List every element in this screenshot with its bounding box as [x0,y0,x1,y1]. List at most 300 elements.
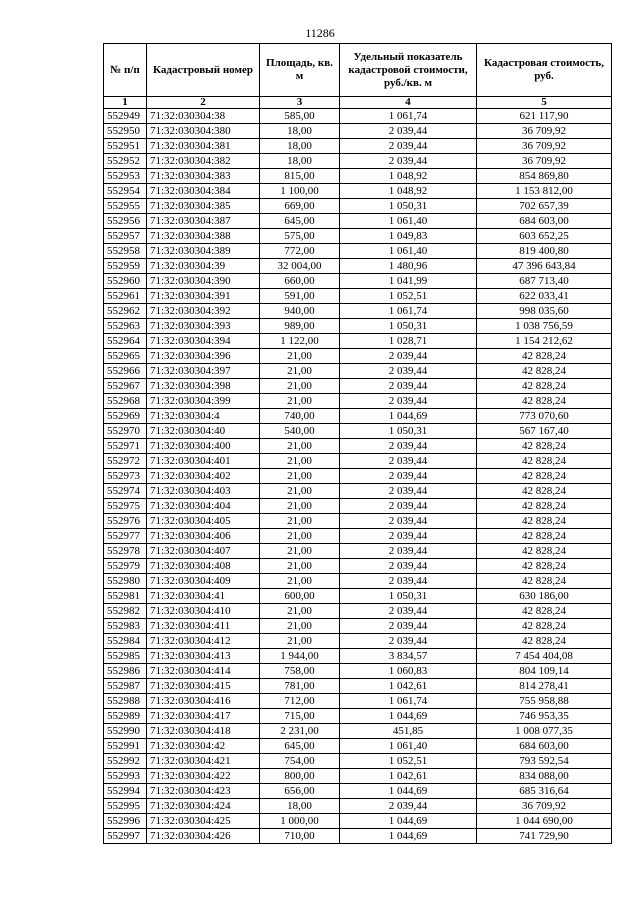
table-row [104,439,612,454]
table-row [104,364,612,379]
row-number-cell: 552975 [104,499,147,514]
specific-value-cell: 2 039,44 [340,139,477,154]
table-row [104,199,612,214]
area-cell: 600,00 [260,589,340,604]
row-number-cell: 552976 [104,514,147,529]
cadastral-value-cell: 998 035,60 [477,304,612,319]
cadastral-value-cell: 684 603,00 [477,739,612,754]
row-number-cell: 552988 [104,694,147,709]
cadastral-number-cell: 71:32:030304:388 [147,229,260,244]
row-number-cell: 552992 [104,754,147,769]
specific-value-cell: 1 041,99 [340,274,477,289]
area-cell: 21,00 [260,439,340,454]
cadastral-number-cell: 71:32:030304:417 [147,709,260,724]
column-number: 2 [147,97,260,109]
cadastral-value-cell: 42 828,24 [477,544,612,559]
specific-value-cell: 451,85 [340,724,477,739]
cadastral-value-cell: 42 828,24 [477,559,612,574]
cadastral-value-cell: 42 828,24 [477,364,612,379]
table-row [104,394,612,409]
area-cell: 754,00 [260,754,340,769]
column-number: 4 [340,97,477,109]
cadastral-value-cell: 42 828,24 [477,484,612,499]
area-cell: 32 004,00 [260,259,340,274]
area-cell: 715,00 [260,709,340,724]
cadastral-number-cell: 71:32:030304:404 [147,499,260,514]
cadastral-number-cell: 71:32:030304:409 [147,574,260,589]
table-row [104,664,612,679]
header-area: Площадь, кв. м [260,44,340,97]
row-number-cell: 552985 [104,649,147,664]
cadastral-value-cell: 567 167,40 [477,424,612,439]
specific-value-cell: 2 039,44 [340,379,477,394]
specific-value-cell: 1 060,83 [340,664,477,679]
table-row [104,109,612,124]
specific-value-cell: 1 044,69 [340,409,477,424]
table-row [104,484,612,499]
area-cell: 1 944,00 [260,649,340,664]
cadastral-value-cell: 42 828,24 [477,514,612,529]
row-number-cell: 552987 [104,679,147,694]
cadastral-number-cell: 71:32:030304:390 [147,274,260,289]
cadastral-value-cell: 47 396 643,84 [477,259,612,274]
row-number-cell: 552954 [104,184,147,199]
table-row [104,574,612,589]
area-cell: 781,00 [260,679,340,694]
cadastral-number-cell: 71:32:030304:405 [147,514,260,529]
area-cell: 21,00 [260,469,340,484]
cadastral-number-cell: 71:32:030304:385 [147,199,260,214]
table-row [104,604,612,619]
area-cell: 21,00 [260,514,340,529]
table-row [104,559,612,574]
row-number-cell: 552967 [104,379,147,394]
table-row [104,814,612,829]
area-cell: 21,00 [260,619,340,634]
cadastral-value-cell: 42 828,24 [477,469,612,484]
row-number-cell: 552950 [104,124,147,139]
row-number-cell: 552983 [104,619,147,634]
row-number-cell: 552953 [104,169,147,184]
cadastral-value-cell: 42 828,24 [477,439,612,454]
header-cadastral-number: Кадастровый номер [147,44,260,97]
cadastral-value-cell: 1 154 212,62 [477,334,612,349]
table-row [104,124,612,139]
area-cell: 21,00 [260,634,340,649]
row-number-cell: 552984 [104,634,147,649]
area-cell: 1 100,00 [260,184,340,199]
table-row [104,739,612,754]
row-number-cell: 552991 [104,739,147,754]
area-cell: 21,00 [260,559,340,574]
specific-value-cell: 2 039,44 [340,454,477,469]
area-cell: 815,00 [260,169,340,184]
cadastral-value-cell: 42 828,24 [477,349,612,364]
specific-value-cell: 1 050,31 [340,319,477,334]
specific-value-cell: 2 039,44 [340,349,477,364]
row-number-cell: 552965 [104,349,147,364]
row-number-cell: 552973 [104,469,147,484]
cadastral-value-cell: 755 958,88 [477,694,612,709]
cadastral-number-cell: 71:32:030304:393 [147,319,260,334]
area-cell: 740,00 [260,409,340,424]
specific-value-cell: 1 052,51 [340,289,477,304]
cadastral-number-cell: 71:32:030304:422 [147,769,260,784]
table-row [104,334,612,349]
cadastral-number-cell: 71:32:030304:425 [147,814,260,829]
table-row [104,154,612,169]
specific-value-cell: 1 480,96 [340,259,477,274]
row-number-cell: 552995 [104,799,147,814]
table-row [104,619,612,634]
table-row [104,589,612,604]
area-cell: 800,00 [260,769,340,784]
table-row [104,799,612,814]
cadastral-number-cell: 71:32:030304:414 [147,664,260,679]
cadastral-number-cell: 71:32:030304:380 [147,124,260,139]
cadastral-number-cell: 71:32:030304:391 [147,289,260,304]
header-cadastral-value: Кадастровая стоимость, руб. [477,44,612,97]
cadastral-value-cell: 746 953,35 [477,709,612,724]
area-cell: 989,00 [260,319,340,334]
cadastral-number-cell: 71:32:030304:4 [147,409,260,424]
specific-value-cell: 1 050,31 [340,199,477,214]
specific-value-cell: 2 039,44 [340,484,477,499]
table-row [104,529,612,544]
header-row-number: № п/п [104,44,147,97]
table-row [104,769,612,784]
specific-value-cell: 1 061,40 [340,214,477,229]
row-number-cell: 552957 [104,229,147,244]
specific-value-cell: 1 044,69 [340,814,477,829]
cadastral-number-cell: 71:32:030304:398 [147,379,260,394]
table-row [104,214,612,229]
column-number-row [104,97,612,109]
table-row [104,289,612,304]
specific-value-cell: 1 050,31 [340,424,477,439]
area-cell: 772,00 [260,244,340,259]
cadastral-value-cell: 773 070,60 [477,409,612,424]
cadastral-number-cell: 71:32:030304:40 [147,424,260,439]
specific-value-cell: 1 044,69 [340,784,477,799]
row-number-cell: 552989 [104,709,147,724]
cadastral-number-cell: 71:32:030304:397 [147,364,260,379]
table-row [104,499,612,514]
cadastral-number-cell: 71:32:030304:408 [147,559,260,574]
cadastral-number-cell: 71:32:030304:396 [147,349,260,364]
row-number-cell: 552955 [104,199,147,214]
cadastral-number-cell: 71:32:030304:400 [147,439,260,454]
table-row [104,409,612,424]
cadastral-value-cell: 621 117,90 [477,109,612,124]
specific-value-cell: 2 039,44 [340,574,477,589]
specific-value-cell: 1 052,51 [340,754,477,769]
cadastral-value-cell: 1 038 756,59 [477,319,612,334]
cadastral-number-cell: 71:32:030304:416 [147,694,260,709]
table-row [104,244,612,259]
cadastral-value-cell: 622 033,41 [477,289,612,304]
specific-value-cell: 1 050,31 [340,589,477,604]
table-row [104,469,612,484]
specific-value-cell: 2 039,44 [340,364,477,379]
specific-value-cell: 1 061,74 [340,109,477,124]
specific-value-cell: 1 061,74 [340,694,477,709]
row-number-cell: 552966 [104,364,147,379]
specific-value-cell: 2 039,44 [340,604,477,619]
area-cell: 21,00 [260,364,340,379]
cadastral-number-cell: 71:32:030304:413 [147,649,260,664]
row-number-cell: 552968 [104,394,147,409]
table-row [104,184,612,199]
area-cell: 21,00 [260,499,340,514]
row-number-cell: 552980 [104,574,147,589]
row-number-cell: 552962 [104,304,147,319]
cadastral-number-cell: 71:32:030304:399 [147,394,260,409]
specific-value-cell: 2 039,44 [340,124,477,139]
table-row [104,679,612,694]
row-number-cell: 552959 [104,259,147,274]
row-number-cell: 552970 [104,424,147,439]
area-cell: 21,00 [260,574,340,589]
specific-value-cell: 1 044,69 [340,709,477,724]
cadastral-number-cell: 71:32:030304:392 [147,304,260,319]
area-cell: 585,00 [260,109,340,124]
cadastral-value-cell: 854 869,80 [477,169,612,184]
area-cell: 21,00 [260,544,340,559]
cadastral-number-cell: 71:32:030304:406 [147,529,260,544]
area-cell: 1 122,00 [260,334,340,349]
row-number-cell: 552979 [104,559,147,574]
table-row [104,319,612,334]
specific-value-cell: 2 039,44 [340,439,477,454]
cadastral-value-cell: 819 400,80 [477,244,612,259]
area-cell: 21,00 [260,379,340,394]
row-number-cell: 552951 [104,139,147,154]
table-row [104,274,612,289]
table-body [104,109,612,844]
row-number-cell: 552974 [104,484,147,499]
cadastral-value-cell: 793 592,54 [477,754,612,769]
area-cell: 21,00 [260,394,340,409]
row-number-cell: 552952 [104,154,147,169]
area-cell: 669,00 [260,199,340,214]
area-cell: 18,00 [260,154,340,169]
cadastral-value-cell: 630 186,00 [477,589,612,604]
cadastral-value-cell: 1 044 690,00 [477,814,612,829]
cadastral-value-cell: 42 828,24 [477,379,612,394]
area-cell: 710,00 [260,829,340,844]
area-cell: 21,00 [260,604,340,619]
cadastral-number-cell: 71:32:030304:38 [147,109,260,124]
area-cell: 18,00 [260,124,340,139]
cadastral-value-cell: 834 088,00 [477,769,612,784]
cadastral-number-cell: 71:32:030304:412 [147,634,260,649]
area-cell: 645,00 [260,739,340,754]
row-number-cell: 552963 [104,319,147,334]
row-number-cell: 552997 [104,829,147,844]
table-row [104,454,612,469]
cadastral-value-cell: 36 709,92 [477,799,612,814]
cadastral-number-cell: 71:32:030304:426 [147,829,260,844]
row-number-cell: 552977 [104,529,147,544]
column-number: 5 [477,97,612,109]
cadastral-value-cell: 1 008 077,35 [477,724,612,739]
specific-value-cell: 1 048,92 [340,184,477,199]
specific-value-cell: 2 039,44 [340,559,477,574]
table-row [104,649,612,664]
table-row [104,304,612,319]
row-number-cell: 552949 [104,109,147,124]
specific-value-cell: 2 039,44 [340,469,477,484]
cadastral-value-cell: 42 828,24 [477,634,612,649]
table-row [104,139,612,154]
row-number-cell: 552986 [104,664,147,679]
specific-value-cell: 1 061,74 [340,304,477,319]
row-number-cell: 552993 [104,769,147,784]
cadastral-value-cell: 7 454 404,08 [477,649,612,664]
cadastral-number-cell: 71:32:030304:42 [147,739,260,754]
specific-value-cell: 1 061,40 [340,739,477,754]
area-cell: 660,00 [260,274,340,289]
area-cell: 575,00 [260,229,340,244]
area-cell: 645,00 [260,214,340,229]
cadastral-number-cell: 71:32:030304:382 [147,154,260,169]
table-row [104,169,612,184]
cadastral-value-cell: 603 652,25 [477,229,612,244]
cadastral-value-cell: 687 713,40 [477,274,612,289]
cadastral-number-cell: 71:32:030304:39 [147,259,260,274]
cadastral-value-cell: 36 709,92 [477,139,612,154]
cadastral-number-cell: 71:32:030304:394 [147,334,260,349]
cadastral-number-cell: 71:32:030304:383 [147,169,260,184]
page-number: 11286 [305,26,335,40]
row-number-cell: 552996 [104,814,147,829]
specific-value-cell: 1 042,61 [340,769,477,784]
cadastral-value-cell: 42 828,24 [477,454,612,469]
cadastral-value-cell: 1 153 812,00 [477,184,612,199]
row-number-cell: 552964 [104,334,147,349]
specific-value-cell: 1 044,69 [340,829,477,844]
row-number-cell: 552981 [104,589,147,604]
specific-value-cell: 1 061,40 [340,244,477,259]
specific-value-cell: 1 049,83 [340,229,477,244]
table-row [104,259,612,274]
specific-value-cell: 2 039,44 [340,544,477,559]
cadastral-number-cell: 71:32:030304:389 [147,244,260,259]
table-row [104,829,612,844]
table-row [104,634,612,649]
cadastral-number-cell: 71:32:030304:410 [147,604,260,619]
specific-value-cell: 2 039,44 [340,394,477,409]
row-number-cell: 552990 [104,724,147,739]
cadastral-value-table [103,43,612,844]
cadastral-value-cell: 36 709,92 [477,154,612,169]
specific-value-cell: 2 039,44 [340,514,477,529]
table-row [104,349,612,364]
specific-value-cell: 2 039,44 [340,154,477,169]
area-cell: 21,00 [260,484,340,499]
specific-value-cell: 2 039,44 [340,634,477,649]
area-cell: 940,00 [260,304,340,319]
table-header-row [104,44,612,97]
cadastral-value-cell: 36 709,92 [477,124,612,139]
cadastral-value-cell: 42 828,24 [477,499,612,514]
specific-value-cell: 2 039,44 [340,499,477,514]
cadastral-value-cell: 42 828,24 [477,619,612,634]
cadastral-value-cell: 741 729,90 [477,829,612,844]
specific-value-cell: 2 039,44 [340,529,477,544]
area-cell: 2 231,00 [260,724,340,739]
cadastral-number-cell: 71:32:030304:387 [147,214,260,229]
cadastral-number-cell: 71:32:030304:407 [147,544,260,559]
header-specific-value: Удельный показатель кадастровой стоимости, руб./кв. м [340,44,477,97]
cadastral-value-cell: 804 109,14 [477,664,612,679]
row-number-cell: 552961 [104,289,147,304]
table-row [104,694,612,709]
cadastral-value-cell: 814 278,41 [477,679,612,694]
table-row [104,754,612,769]
cadastral-number-cell: 71:32:030304:418 [147,724,260,739]
cadastral-value-cell: 685 316,64 [477,784,612,799]
cadastral-number-cell: 71:32:030304:381 [147,139,260,154]
cadastral-number-cell: 71:32:030304:421 [147,754,260,769]
specific-value-cell: 1 042,61 [340,679,477,694]
area-cell: 18,00 [260,139,340,154]
table-row [104,709,612,724]
area-cell: 591,00 [260,289,340,304]
cadastral-number-cell: 71:32:030304:423 [147,784,260,799]
row-number-cell: 552971 [104,439,147,454]
cadastral-value-cell: 702 657,39 [477,199,612,214]
specific-value-cell: 3 834,57 [340,649,477,664]
area-cell: 18,00 [260,799,340,814]
table-row [104,784,612,799]
row-number-cell: 552960 [104,274,147,289]
row-number-cell: 552972 [104,454,147,469]
cadastral-value-cell: 42 828,24 [477,574,612,589]
area-cell: 21,00 [260,454,340,469]
cadastral-number-cell: 71:32:030304:384 [147,184,260,199]
cadastral-number-cell: 71:32:030304:403 [147,484,260,499]
specific-value-cell: 2 039,44 [340,799,477,814]
row-number-cell: 552956 [104,214,147,229]
cadastral-value-cell: 42 828,24 [477,604,612,619]
table-row [104,544,612,559]
row-number-cell: 552978 [104,544,147,559]
area-cell: 758,00 [260,664,340,679]
row-number-cell: 552994 [104,784,147,799]
area-cell: 21,00 [260,529,340,544]
row-number-cell: 552982 [104,604,147,619]
specific-value-cell: 1 028,71 [340,334,477,349]
specific-value-cell: 1 048,92 [340,169,477,184]
row-number-cell: 552969 [104,409,147,424]
cadastral-number-cell: 71:32:030304:415 [147,679,260,694]
specific-value-cell: 2 039,44 [340,619,477,634]
table-row [104,724,612,739]
area-cell: 21,00 [260,349,340,364]
cadastral-value-cell: 684 603,00 [477,214,612,229]
area-cell: 540,00 [260,424,340,439]
row-number-cell: 552958 [104,244,147,259]
table-row [104,379,612,394]
cadastral-number-cell: 71:32:030304:424 [147,799,260,814]
area-cell: 712,00 [260,694,340,709]
cadastral-value-cell: 42 828,24 [477,394,612,409]
cadastral-number-cell: 71:32:030304:411 [147,619,260,634]
cadastral-number-cell: 71:32:030304:401 [147,454,260,469]
cadastral-number-cell: 71:32:030304:402 [147,469,260,484]
